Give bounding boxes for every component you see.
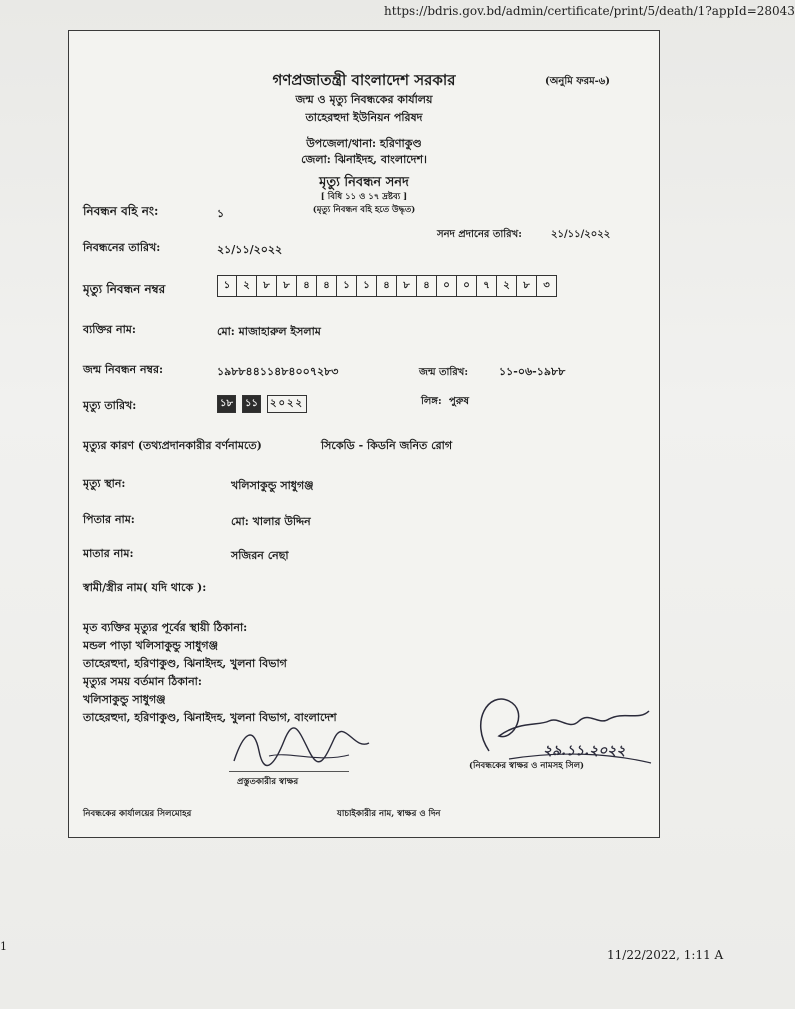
death-reg-label: মৃত্যু নিবন্ধন নম্বর <box>83 282 166 296</box>
sex-label: লিঙ্গ: <box>421 396 442 407</box>
mother-name-value: সজিরন নেছা <box>231 549 289 562</box>
death-day: ১৮ <box>220 397 233 409</box>
sex-value: পুরুষ <box>449 396 469 407</box>
death-date-label: মৃত্যু তারিখ: <box>83 399 137 412</box>
death-month-box <box>242 395 261 413</box>
death-year: ২০২২ <box>269 397 304 409</box>
permanent-address-line2: তাহেরহুদা, হরিণাকুণ্ড, ঝিনাইদহ, খুলনা বিভাগ <box>83 657 287 670</box>
book-no-label: নিবন্ধন বহি নং: <box>83 204 159 218</box>
book-no-value: ১ <box>217 207 225 220</box>
person-name-label: ব্যক্তির নাম: <box>83 323 136 336</box>
extract-note: (মৃত্যু নিবন্ধন বহি হতে উদ্ধৃত) <box>312 205 416 215</box>
digit-box: ৪ <box>417 275 437 297</box>
death-reg-number <box>217 275 557 297</box>
digit-box: ৮ <box>277 275 297 297</box>
permanent-address-line1: মন্ডল পাড়া খলিসাকুন্ডু সাধুগঞ্জ <box>83 639 219 652</box>
spouse-label: স্বামী/স্ত্রীর নাম( যদি থাকে ): <box>83 581 207 594</box>
digit-box: ২ <box>237 275 257 297</box>
father-name-value: মো: খালার উদ্দিন <box>231 515 311 528</box>
upazila-name: উপজেলা/থানা: হরিণাকুণ্ড <box>306 137 422 150</box>
death-month: ১১ <box>244 397 258 409</box>
digit-box: ৪ <box>317 275 337 297</box>
death-certificate <box>68 30 660 838</box>
verifier-label: যাচাইকারীর নাম, স্বাক্ষর ও দিন <box>337 809 441 819</box>
birth-date-value: ১১-০৬-১৯৮৮ <box>499 365 566 378</box>
issue-date-label: সনদ প্রদানের তারিখ: <box>437 229 522 240</box>
district-name: জেলা: ঝিনাইদহ, বাংলাদেশ। <box>301 153 427 166</box>
digit-box: ৪ <box>297 275 317 297</box>
digit-box: ৮ <box>257 275 277 297</box>
death-year-box <box>267 395 307 413</box>
office-seal-label: নিবন্ধকের কার্যালয়ের সিলমোহর <box>83 809 192 819</box>
issue-date-value: ২১/১১/২০২২ <box>551 229 611 240</box>
preparer-sign-line <box>229 771 349 772</box>
birth-reg-label: জন্ম নিবন্ধন নম্বর: <box>83 363 164 376</box>
digit-box: ১ <box>217 275 237 297</box>
preparer-signature <box>229 721 379 771</box>
father-name-label: পিতার নাম: <box>83 513 135 526</box>
birth-date-label: জন্ম তারিখ: <box>419 367 469 378</box>
death-day-box <box>217 395 236 413</box>
death-place-label: মৃত্যু স্থান: <box>83 477 126 490</box>
digit-box: ৭ <box>477 275 497 297</box>
digit-box: ১ <box>357 275 377 297</box>
permanent-address-label: মৃত ব্যক্তির মৃত্যুর পূর্বের স্থায়ী ঠিকানা: <box>83 621 248 634</box>
digit-box: ৮ <box>517 275 537 297</box>
digit-box: ৪ <box>377 275 397 297</box>
digit-box: ৩ <box>537 275 557 297</box>
form-number: (অনুমি ফরম-৬) <box>545 76 611 87</box>
cause-value: সিকেডি - কিডনি জনিত রোগ <box>321 439 453 452</box>
government-title: গণপ্রজাতন্ত্রী বাংলাদেশ সরকার <box>272 71 456 89</box>
registrar-sign-date: ২৯.১১.২০২২ <box>543 743 626 759</box>
digit-box: ১ <box>337 275 357 297</box>
current-address-line1: খলিসাকুন্ডু সাধুগঞ্জ <box>83 693 166 706</box>
mother-name-label: মাতার নাম: <box>83 547 134 560</box>
page-footer-left: 1 <box>0 940 7 953</box>
digit-box: ২ <box>497 275 517 297</box>
person-name-value: মো: মাজাহারুল ইসলাম <box>217 325 321 338</box>
reg-date-value: ২১/১১/২০২২ <box>217 243 283 256</box>
union-name: তাহেরহুদা ইউনিয়ন পরিষদ <box>305 111 423 124</box>
browser-url: https://bdris.gov.bd/admin/certificate/print/5/death/1?appId=28043 <box>384 4 795 18</box>
rule-reference: [ বিধি ১১ ও ১৭ দ্রষ্টব্য ] <box>320 192 408 202</box>
digit-box: ০ <box>437 275 457 297</box>
preparer-sign-label: প্রস্তুতকারীর স্বাক্ষর <box>237 777 299 787</box>
print-timestamp: 11/22/2022, 1:11 A <box>607 948 724 962</box>
cause-label: মৃত্যুর কারণ (তথ্যপ্রদানকারীর বর্ণনামতে) <box>83 439 262 452</box>
current-address-line2: তাহেরহুদা, হরিণাকুণ্ড, ঝিনাইদহ, খুলনা বিভাগ, বাংলাদেশ <box>83 711 337 724</box>
digit-box: ০ <box>457 275 477 297</box>
death-date-boxes <box>217 395 313 413</box>
digit-box: ৮ <box>397 275 417 297</box>
death-place-value: খলিসাকুন্ডু সাধুগঞ্জ <box>231 479 314 492</box>
office-name: জন্ম ও মৃত্যু নিবন্ধকের কার্যালয় <box>295 93 433 106</box>
current-address-label: মৃত্যুর সময় বর্তমান ঠিকানা: <box>83 675 202 688</box>
reg-date-label: নিবন্ধনের তারিখ: <box>83 241 161 254</box>
certificate-title: মৃত্যু নিবন্ধন সনদ <box>319 175 409 190</box>
registrar-sign-label: (নিবন্ধকের স্বাক্ষর ও নামসহ সিল) <box>469 761 585 771</box>
birth-reg-value: ১৯৮৮৪৪১১৪৮৪০০৭২৮৩ <box>217 365 339 378</box>
